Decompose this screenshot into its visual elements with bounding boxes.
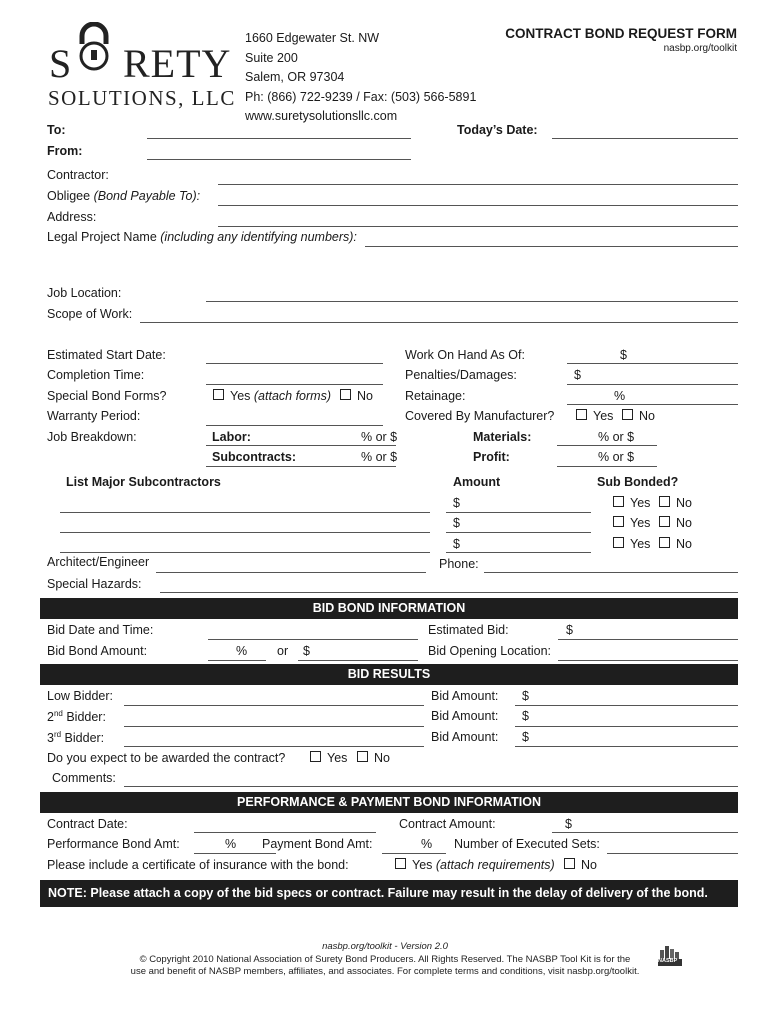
sub-bonded-yes-label-1: Yes: [630, 496, 651, 510]
start-date-label: Estimated Start Date:: [47, 348, 166, 362]
sub-bonded-yes-label-2: Yes: [630, 516, 651, 530]
contractor-field[interactable]: [218, 184, 738, 185]
obligee-field[interactable]: [218, 205, 738, 206]
profit-label: Profit:: [473, 450, 510, 464]
cert-yes-text: Yes: [412, 858, 433, 872]
subcontracts-unit: % or $: [361, 450, 398, 464]
materials-label: Materials:: [473, 430, 532, 444]
hazards-field[interactable]: [160, 592, 738, 593]
covered-yes-checkbox[interactable]: [576, 409, 587, 420]
nasbp-badge: [657, 944, 683, 970]
special-forms-no-label: No: [357, 389, 373, 403]
second-bid-amount-label: Bid Amount:: [431, 709, 499, 723]
obligee-label: [47, 189, 200, 203]
yes-text: Yes: [230, 389, 251, 403]
penalties-dollar: $: [574, 368, 581, 382]
profit-unit: % or $: [598, 450, 635, 464]
job-breakdown-label: Job Breakdown:: [47, 430, 137, 444]
logo-tagline: SOLUTIONS, LLC: [48, 86, 236, 110]
low-bid-dollar: $: [522, 689, 529, 703]
pay-bond-amt-label: Payment Bond Amt:: [262, 837, 373, 851]
certificate-yes-label: [412, 858, 555, 872]
bid-bond-header: BID BOND INFORMATION: [40, 598, 738, 619]
start-date-field[interactable]: [206, 363, 383, 364]
attach-req-note: (attach requirements): [435, 858, 555, 872]
company-website[interactable]: www.suretysolutionsllc.com: [245, 109, 398, 123]
profit-field[interactable]: [557, 466, 657, 467]
bid-bond-pct-field[interactable]: [208, 660, 266, 661]
low-bid-amount-label: Bid Amount:: [431, 689, 499, 703]
job-location-label: Job Location:: [47, 286, 122, 300]
special-forms-yes-label: [230, 389, 331, 403]
pay-bond-amt-field[interactable]: [382, 853, 446, 854]
materials-unit: % or $: [598, 430, 635, 444]
bid-opening-field[interactable]: [558, 660, 738, 661]
work-on-hand-dollar: $: [620, 348, 627, 362]
sub-bonded-no-label-3: No: [676, 537, 692, 551]
bid-bond-dollar: $: [303, 644, 310, 658]
sub-bonded-yes-label-3: Yes: [630, 537, 651, 551]
pay-bond-pct: %: [421, 837, 433, 851]
second-bid-amount-field[interactable]: [515, 726, 738, 727]
sub-amount-dollar-1: $: [453, 496, 460, 510]
hazards-label: Special Hazards:: [47, 577, 142, 591]
executed-sets-field[interactable]: [607, 853, 738, 854]
contractor-label: Contractor:: [47, 168, 109, 182]
covered-label: Covered By Manufacturer?: [405, 409, 555, 423]
expect-award-yes-label: Yes: [327, 751, 348, 765]
form-title: CONTRACT BOND REQUEST FORM: [505, 26, 737, 41]
estimated-bid-label: Estimated Bid:: [428, 623, 509, 637]
special-forms-no-checkbox[interactable]: [340, 389, 351, 400]
legal-project-field[interactable]: [365, 246, 738, 247]
expect-award-label: Do you expect to be awarded the contract?: [47, 751, 286, 765]
retainage-pct: %: [614, 389, 626, 403]
sub-amount-dollar-3: $: [453, 537, 460, 551]
from-label: From:: [47, 144, 83, 158]
contract-amount-field[interactable]: [552, 832, 738, 833]
address-label: Address:: [47, 210, 97, 224]
bid-bond-amount-label: Bid Bond Amount:: [47, 644, 148, 658]
company-logo: [44, 22, 234, 112]
certificate-label: Please include a certificate of insurance with the bond:: [47, 858, 349, 872]
estimated-bid-field[interactable]: [558, 639, 738, 640]
comments-label: Comments:: [52, 771, 116, 785]
expect-award-yes-checkbox[interactable]: [310, 751, 321, 762]
scope-label: Scope of Work:: [47, 307, 133, 321]
logo-letter: S: [49, 41, 73, 86]
work-on-hand-label: Work On Hand As Of:: [405, 348, 525, 362]
legal-project-note: (including any identifying numbers):: [160, 230, 357, 244]
subcontractor-field-1[interactable]: [60, 512, 430, 513]
architect-phone-field[interactable]: [484, 572, 738, 573]
sub-bonded-yes-checkbox-3[interactable]: [613, 537, 624, 548]
obligee-note: (Bond Payable To):: [93, 189, 201, 203]
contract-amount-dollar: $: [565, 817, 572, 831]
sub-bonded-no-checkbox-1[interactable]: [659, 496, 670, 507]
company-phone: Ph: (866) 722-9239 / Fax: (503) 566-5891: [245, 89, 477, 104]
special-forms-label: Special Bond Forms?: [47, 389, 167, 403]
subcontracts-field[interactable]: [206, 466, 396, 467]
logo-wordmark: RETY: [123, 41, 232, 86]
company-address: [245, 29, 476, 127]
sub-bonded-no-checkbox-3[interactable]: [659, 537, 670, 548]
bid-bond-or: or: [277, 644, 289, 658]
job-location-field[interactable]: [206, 301, 738, 302]
todays-date-label: Today’s Date:: [457, 123, 538, 137]
second-bid-dollar: $: [522, 709, 529, 723]
certificate-yes-checkbox[interactable]: [395, 858, 406, 869]
address-field[interactable]: [218, 226, 738, 227]
certificate-no-label: No: [581, 858, 597, 872]
perf-bond-header: PERFORMANCE & PAYMENT BOND INFORMATION: [40, 792, 738, 813]
subcontractor-field-2[interactable]: [60, 532, 430, 533]
expect-award-no-checkbox[interactable]: [357, 751, 368, 762]
contract-amount-label: Contract Amount:: [399, 817, 496, 831]
estimated-bid-dollar: $: [566, 623, 573, 637]
third-num: 3: [47, 731, 54, 746]
footer-copyright: © Copyright 2010 National Association of Surety Bond Producers. All Rights Reserved. The NASBP Tool Kit is for the: [139, 954, 631, 965]
sub-bonded-heading: Sub Bonded?: [597, 475, 679, 489]
third-bid-dollar: $: [522, 730, 529, 744]
low-bidder-label: Low Bidder:: [47, 689, 114, 703]
covered-no-label: No: [639, 409, 655, 423]
retainage-label: Retainage:: [405, 389, 466, 403]
sub-amount-field-3[interactable]: [446, 552, 591, 553]
labor-unit: % or $: [361, 430, 398, 444]
retainage-field[interactable]: [567, 404, 738, 405]
address-line2: Suite 200: [245, 50, 298, 65]
sub-bonded-yes-checkbox-2[interactable]: [613, 516, 624, 527]
second-bidder-text: Bidder:: [62, 710, 106, 725]
warranty-label: Warranty Period:: [47, 409, 141, 423]
obligee-text: Obligee: [47, 189, 91, 203]
labor-label: Labor:: [212, 430, 251, 444]
footer-version: nasbp.org/toolkit - Version 2.0: [322, 941, 448, 952]
contract-date-field[interactable]: [194, 832, 376, 833]
to-label: To:: [47, 123, 66, 137]
penalties-field[interactable]: [567, 384, 738, 385]
badge-text: NASBP: [658, 958, 678, 964]
second-bidder-label: [47, 709, 106, 724]
address-city: Salem, OR 97304: [245, 70, 345, 84]
amount-heading: Amount: [453, 475, 501, 489]
sub-bonded-yes-checkbox-1[interactable]: [613, 496, 624, 507]
completion-label: Completion Time:: [47, 368, 145, 382]
third-sup: rd: [53, 730, 62, 739]
bid-results-header: BID RESULTS: [40, 664, 738, 685]
legal-project-label: [47, 230, 357, 244]
covered-no-checkbox[interactable]: [622, 409, 633, 420]
from-field[interactable]: [147, 159, 411, 160]
work-on-hand-field[interactable]: [567, 363, 738, 364]
subcontractors-heading: List Major Subcontractors: [66, 475, 221, 489]
form-subtitle: nasbp.org/toolkit: [663, 43, 737, 54]
subcontracts-label: Subcontracts:: [212, 450, 297, 464]
second-sup: nd: [53, 709, 63, 718]
architect-phone-label: Phone:: [439, 557, 479, 571]
architect-label: Architect/Engineer: [47, 555, 150, 569]
address-line1: 1660 Edgewater St. NW: [245, 31, 380, 45]
third-bidder-text: Bidder:: [61, 731, 105, 746]
warranty-field[interactable]: [206, 425, 383, 426]
lock-icon: [73, 22, 115, 72]
bid-bond-pct: %: [236, 644, 248, 658]
skyline-icon: [657, 944, 683, 970]
sub-amount-field-2[interactable]: [446, 532, 591, 533]
bid-date-label: Bid Date and Time:: [47, 623, 154, 637]
architect-field[interactable]: [156, 572, 426, 573]
sub-amount-dollar-2: $: [453, 516, 460, 530]
perf-bond-pct: %: [225, 837, 237, 851]
covered-yes-label: Yes: [593, 409, 614, 423]
expect-award-no-label: No: [374, 751, 390, 765]
materials-field[interactable]: [557, 445, 657, 446]
todays-date-field[interactable]: [552, 138, 738, 139]
contract-date-label: Contract Date:: [47, 817, 128, 831]
second-num: 2: [47, 710, 54, 725]
low-bid-amount-field[interactable]: [515, 705, 738, 706]
attach-forms-note: (attach forms): [253, 389, 331, 403]
perf-bond-amt-field[interactable]: [194, 853, 276, 854]
sub-amount-field-1[interactable]: [446, 512, 591, 513]
bid-date-field[interactable]: [208, 639, 418, 640]
comments-field[interactable]: [124, 786, 738, 787]
bid-opening-label: Bid Opening Location:: [428, 644, 552, 658]
completion-field[interactable]: [206, 384, 383, 385]
third-bidder-field[interactable]: [124, 746, 424, 747]
penalties-label: Penalties/Damages:: [405, 368, 517, 382]
executed-sets-label: Number of Executed Sets:: [454, 837, 600, 851]
third-bid-amount-label: Bid Amount:: [431, 730, 499, 744]
sub-bonded-no-label-2: No: [676, 516, 692, 530]
certificate-no-checkbox[interactable]: [564, 858, 575, 869]
scope-field[interactable]: [140, 322, 738, 323]
perf-bond-amt-label: Performance Bond Amt:: [47, 837, 180, 851]
labor-field[interactable]: [206, 445, 396, 446]
third-bid-amount-field[interactable]: [515, 746, 738, 747]
subcontractor-field-3[interactable]: [60, 552, 430, 553]
to-field[interactable]: [147, 138, 411, 139]
low-bidder-field[interactable]: [124, 705, 424, 706]
second-bidder-field[interactable]: [124, 726, 424, 727]
footer-use: use and benefit of NASBP members, affiliates, and associates. For complete terms and conditions, visit nasbp.org/toolkit.: [130, 966, 640, 977]
legal-project-text: Legal Project Name: [47, 230, 157, 244]
sub-bonded-no-label-1: No: [676, 496, 692, 510]
third-bidder-label: [47, 730, 104, 745]
note-banner: NOTE: Please attach a copy of the bid specs or contract. Failure may result in the delay of delivery of the bond.: [40, 880, 738, 907]
sub-bonded-no-checkbox-2[interactable]: [659, 516, 670, 527]
bid-bond-dollar-field[interactable]: [298, 660, 418, 661]
special-forms-yes-checkbox[interactable]: [213, 389, 224, 400]
